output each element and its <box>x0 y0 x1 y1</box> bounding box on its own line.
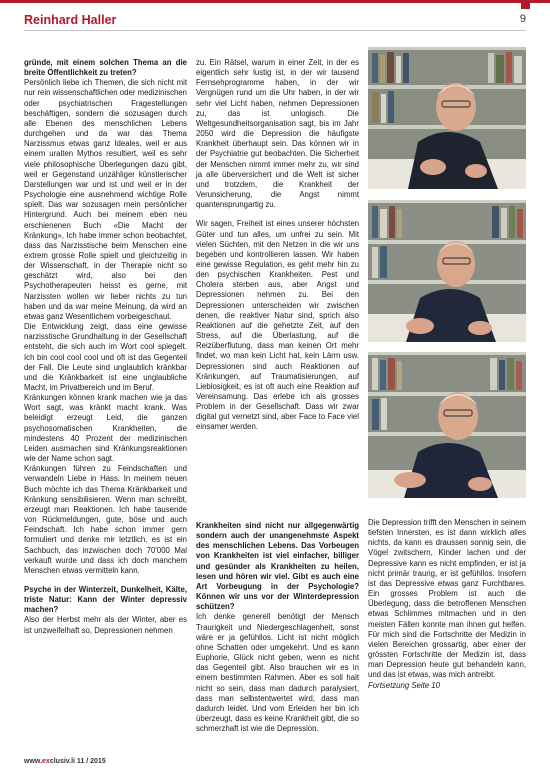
continuation-note: Fortsetzung Seite 10 <box>368 680 440 690</box>
paragraph: Die Entwicklung zeigt, dass eine gewisse narzisstische Grundhaltung in der Gesellschaft entsteht, die sich auch im Wort cool spiegelt. Ich bin cool cool cool und oft ist das Gegenteil der Fall. Die Leute sind unglaublich kränkbar und die Kränkbarkeit ist eine unglaubliche Macht, im Privatbereich und im Beruf. <box>24 322 187 392</box>
paragraph: Also der Herbst mehr als der Winter, aber es ist unzweifelhaft so, Depressionen nehmen <box>24 615 187 635</box>
photo-interview-2 <box>368 200 526 342</box>
column-2 <box>196 58 359 433</box>
paragraph: Ich denke generell benötigt der Mensch Traurigkeit und Niedergeschlagenheit, sonst wäre er ja gefühllos. Licht ist nicht möglich ohne Schatten oder umgekehrt. Und es kann Euphorie, Glück nicht geben, wenn es nicht das Gegenteil gibt. Also brauchen wir es in einem bestimmten Rahmen. Aber es soll halt nicht so sein, dass man dadurch paralysiert, dass man selbstentwertet wird, dass man dadurch leidet. Und vom Erleiden her bin ich überzeugt, dass es keine Krankheit gibt, die so schmerzhaft ist wie die Depression. <box>196 612 359 734</box>
paragraph: Kränkungen können krank machen wie ja das Wort sagt, was kränkt macht krank. Was beleidigt erzeugt Leid, die ganzen psychosomatischen Krankheiten, die mindestens 40 Prozent der medizinischen Leiden ausmachen sind Kränkungsreaktionen wie der Name schon sagt. <box>24 393 187 464</box>
column-1 <box>24 58 187 636</box>
header-author: Reinhard Haller <box>24 13 117 27</box>
corner-tab <box>521 0 530 9</box>
column-2-lower <box>196 521 359 734</box>
paragraph: Die Depression trifft den Menschen in seinem tiefsten Innersten, es ist dann wirklich alles nichts, da kann es draussen sonnig sein, die Vögel zwitschern, Kinder lachen und der Depressive kann es nicht empfinden, er ist ja nicht primär traurig, er ist gefühllos. Insofern ist das Depressive etwas ganz Furchtbares. Ein grosses Problem ist auch die Überlegung, dass die betroffenen Menschen etwas Schlimmes mitmachen und in den meisten Fällen konnte man ihnen gut helfen. Für mich sind die Fortschritte der Medizin in vielen Bereichen grossartig, aber einer der grössten Fortschritte der Medizin ist, dass man Depression heute gut behandeln kann, und das ist etwas, was mich antreibt. <box>368 518 526 680</box>
question-2: Psyche in der Winterzeit, Dunkelheit, Kälte, triste Natur: Kann der Winter depressiv machen? <box>24 584 187 615</box>
photo-interview-3 <box>368 352 526 498</box>
top-accent-bar <box>0 0 550 3</box>
photo-interview-1 <box>368 47 526 189</box>
paragraph: zu. Ein Rätsel, warum in einer Zeit, in der es eigentlich sehr lustig ist, in der wir tausend Fernsehprogramme haben, in der wir Vergnügen rund um die Uhr haben, in der wir sehr viel Licht haben, nehmen Depressionen zu, das ist unlogisch. Die Weltgesundheitsorganisation sagt, bis im Jahr 2050 wird die Depression die häufigste Krankheit überhaupt sein. Das können wir in der Psychiatrie gut beobachten. Die Sicherheit der Menschen nimmt immer mehr zu, wir sind ja alle überversichert und die Welt ist sicher und trotzdem, die Krankheit der Verunsicherung, die Angst nimmt quantensprungartig zu. <box>196 58 359 210</box>
column-3 <box>368 518 526 691</box>
paragraph: Wir sagen, Freiheit ist eines unserer höchsten Güter und tun alles, um unfrei zu sein. Mit vielen Süchten, mit den Netzen in die wir uns begeben und kontrollieren lassen. Wir haben eine gewisse Regulation, es geht mehr hin zu den psychischen Krankheiten. Pest und Cholera sterben aus, aber Angst und Depressionen nehmen zu. Bei den Depressionen unterscheiden wir zwischen denen, die reaktiver Natur sind, sprich also Reaktionen auf die gehetzte Zeit, auf den Stress, auf die Überlastung, auf die Reizüberflutung, dass man keinen Ort mehr findet, wo man kein Licht hat, kein Lärm usw. Depressionen sind auch Reaktionen auf Kränkungen, auf Traumatisierungen, auf Lieblosigkeit, es ist oft auch eine Reaktion auf Vereinsamung. Das erlebe ich als grosses Problem in der Gesellschaft. Dass wir zwar digital gut vernetzt sind, aber Face to Face viel einsamer werden. <box>196 219 359 432</box>
header-divider <box>24 30 526 31</box>
question-3: Krankheiten sind nicht nur allgegenwärtig sondern auch der unangenehmste Aspekt des menschlichen Lebens. Das Vorbeugen von Krankheiten ist viel einfacher, billiger und gesünder als Krankheiten zu heilen, lesen und hören wir viel. Gibt es auch eine Art Vorbeugung in der Psychologie? Können wir uns vor der Winterdepression schützen? <box>196 521 359 612</box>
paragraph: Kränkungen führen zu Feindschaften und verwandeln Liebe in Hass. In meinem neuen Buch möchte ich das Thema Kränkbarkeit und Kränkung sensibilisieren. Wenn man schreibt, erzeugt man Reaktionen. Ich habe tausende von Rückmeldungen, gute, böse und auch Feindschaft. Ich habe schon immer gern formuliert und denke mir letztlich, es ist ein Sachbuch, das inzwischen doch 70'000 Mal verkauft wurde und dass ich doch manchem Menschen etwas vermitteln kann. <box>24 464 187 575</box>
page-number: 9 <box>519 13 526 25</box>
paragraph: Persönlich liebe ich Themen, die sich nicht mit nur rein wissenschaftlichen oder medizinischen oder psychiatrischen Fragestellungen beschäftigen, sondern die sozusagen durch alle Ebenen des menschlichen Lebens durchgehen und da war das Thema Narzissmus etwas ganz Ideales, weil er aus einem uralten Mythos resultiert, weil es sehr viele philosophische Überlegungen dazu gibt, weil er Gegenstand unzähliger künstlerischer Darstellungen war und ist und weil er in der Psychologie eine ausnehmend wichtige Rolle spielt. Das war sozusagen mein persönlicher Hintergrund. Auch bei meinem eben neu erschienenen Buch «Die Macht der Kränkung», Ich habe immer schon beobachtet, dass das Narzisstische beim Menschen eine extrem grosse Rolle spielt und gleichzeitig in der Wissenschaft, in der Therapie nicht so geschätzt wird, also bei den Psychotherapeuten heisst es gerne, mit Narzissten wollen wir lieber nichts zu tun haben und da war meine Meinung, da wird an etwas ganz Wesentlichem vorbeigeschaut. <box>24 78 187 321</box>
question-1: gründe, mit einem solchen Thema an die breite Öffentlichkeit zu treten? <box>24 58 187 78</box>
footer-url-issue: www.exclusiv.li 11 / 2015 <box>24 758 106 765</box>
